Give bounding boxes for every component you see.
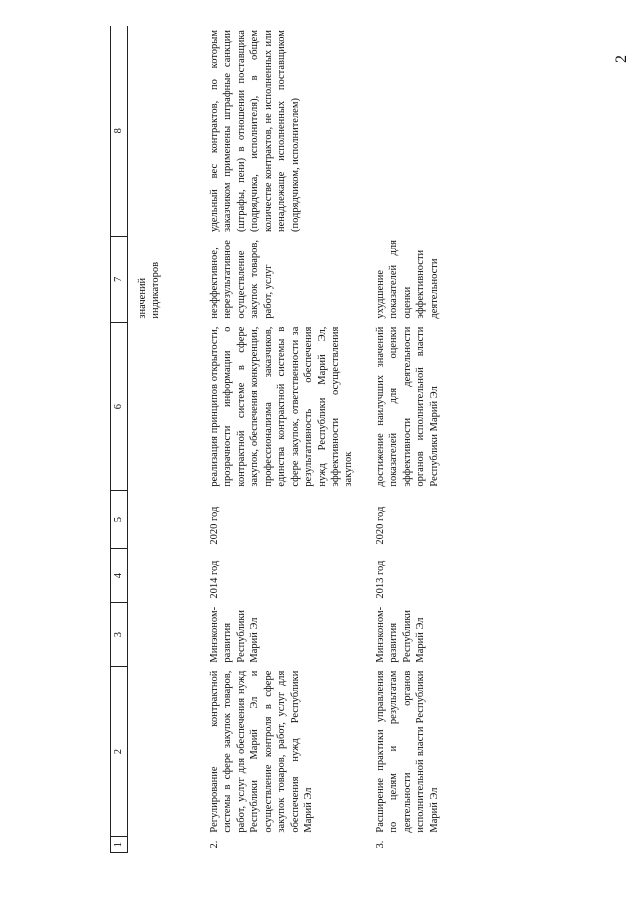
row-number: 2. [209,840,220,849]
column-header-6: 6 [111,323,128,491]
column-header-1: 1 [111,837,128,853]
column-header-3: 3 [111,603,128,667]
table-row [206,26,358,852]
measure-cell: Регулирование контрактной системы в сфере закупок товаров, работ, услуг для обеспечения нужд Республики Марий Эл и осуществление контроля в сфере закупок товаров, работ, услуг для обеспечения нужд Республики Марий Эл [209,670,315,833]
executor-cell: Минэконом-развития Республики Марий Эл [209,606,261,663]
indicator-cell [372,26,443,236]
table-row [372,26,443,852]
column-header-2: 2 [111,667,128,837]
measures-table [110,26,443,853]
executor-cell: Минэконом-развития Республики Марий Эл [374,606,427,663]
consequence-cell: неэффективное, нерезультативное осуществление закупок товаров, работ, услуг [209,240,274,319]
row-number: 3. [374,840,386,849]
carryover-row [128,26,207,852]
column-number-row [111,26,128,852]
carryover-indicators-text: значений индикаторов [137,261,162,319]
page-number: 2 [613,55,630,63]
start-year-cell: 2014 год [209,560,220,599]
expected-result-cell: реализация принципов открытости, прозрачности информации о контрактной системе в сфере закупок, обеспечения конкуренции, профессионализма заказчиков, единства контрактной системы в сфере закупок, ответственности за результативность обеспечения нужд Республики Марий Эл, эффективности осуществления закупок [209,326,355,487]
end-year-cell: 2020 год [209,506,220,545]
measure-cell: Расширение практики управления по целям и результатам деятельности органов исполнительной власти Республики Марий Эл [374,670,440,833]
column-header-4: 4 [111,549,128,603]
column-header-7: 7 [111,236,128,323]
start-year-cell: 2013 год [374,560,386,599]
consequence-cell: ухудшение показателей для оценки эффективности деятельности [374,240,440,319]
column-header-5: 5 [111,491,128,549]
end-year-cell: 2020 год [374,506,386,545]
expected-result-cell: достижение наилучших значений показателей для оценки эффективности деятельности органов исполнительной власти Республики Марий Эл [374,326,440,487]
indicator-cell: удельный вес контрактов, по которым заказчиком применены штрафные санкции (штрафы, пени) в отношении поставщика (подрядчика, исполнителя), в общем количестве контрактов, не исполненных или ненадлежаще исполненных поставщиком (подрядчиком, исполнителем) [209,30,301,233]
column-header-8: 8 [111,26,128,236]
